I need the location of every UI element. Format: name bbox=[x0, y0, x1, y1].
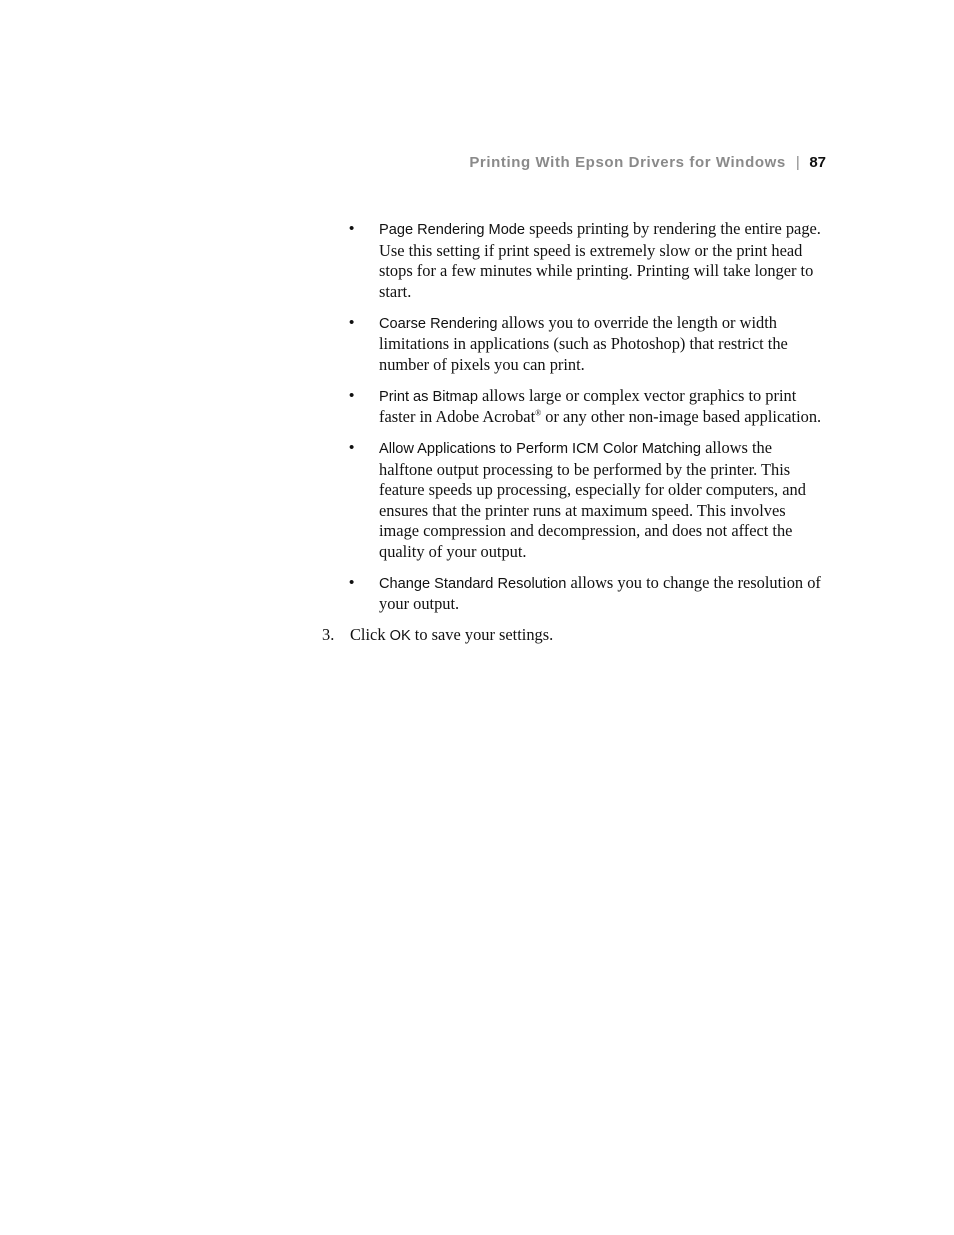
option-description: allows you to override the length or width limitations in applications (such as Photoshop) that restrict the number of pixels you can print. bbox=[379, 312, 788, 374]
bullet-icon: • bbox=[349, 386, 355, 404]
step-3 bbox=[322, 625, 832, 647]
option-description-continued: or any other non-image based application. bbox=[541, 407, 822, 426]
running-header bbox=[469, 153, 826, 173]
bullet-icon: • bbox=[349, 573, 355, 591]
step-text-after: to save your settings. bbox=[410, 625, 554, 644]
list-item bbox=[349, 313, 829, 376]
header-separator: | bbox=[795, 154, 801, 171]
option-description: speeds printing by rendering the entire page. Use this setting if print speed is extremely slow or the print head stops for a few minutes while printing. Printing will take longer to start. bbox=[379, 219, 821, 301]
option-description: allows you to change the resolution of your output. bbox=[379, 572, 821, 613]
option-term: Page Rendering Mode bbox=[379, 222, 526, 238]
bullet-icon: • bbox=[349, 313, 355, 331]
option-term: Print as Bitmap bbox=[379, 388, 478, 405]
step-text-before: Click bbox=[350, 625, 390, 644]
bullet-icon: • bbox=[349, 439, 355, 456]
option-description: allows large or complex vector graphics to print faster in Adobe Acrobat bbox=[379, 385, 797, 426]
list-item bbox=[349, 438, 829, 562]
list-item bbox=[349, 386, 829, 428]
registered-mark: ® bbox=[535, 408, 542, 418]
bullet-icon: • bbox=[349, 220, 355, 237]
option-description: allows the halftone output processing to be performed by the printer. This feature speeds up processing, especially for older computers, and ensures that the printer runs at maximum speed. This involves image compression and decompression, and does not affect the quality of your output. bbox=[379, 438, 806, 561]
list-item bbox=[349, 573, 829, 615]
header-title: Printing With Epson Drivers for Windows bbox=[469, 154, 786, 171]
ok-term: OK bbox=[389, 628, 411, 644]
option-term: Allow Applications to Perform ICM Color Matching bbox=[379, 441, 701, 457]
page-number: 87 bbox=[809, 154, 826, 171]
option-term: Coarse Rendering bbox=[379, 315, 498, 332]
step-number: 3. bbox=[322, 625, 335, 644]
option-list bbox=[349, 219, 829, 625]
list-item bbox=[349, 219, 829, 302]
option-term: Change Standard Resolution bbox=[379, 575, 567, 592]
